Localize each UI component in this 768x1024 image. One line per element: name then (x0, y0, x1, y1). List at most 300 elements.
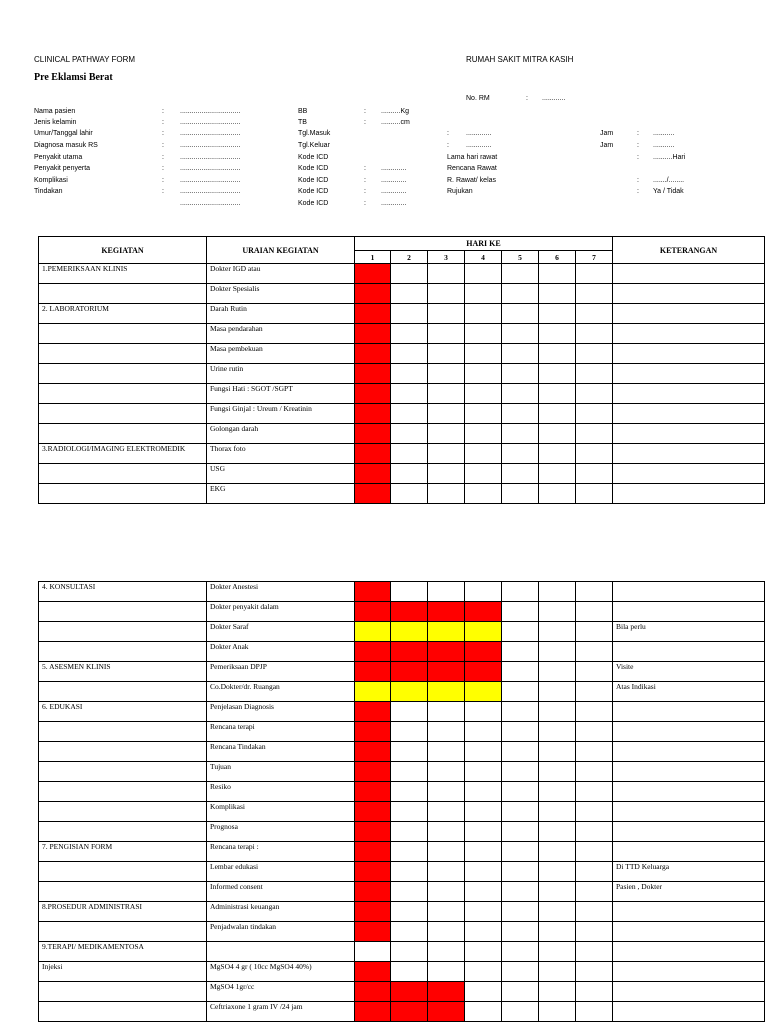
day-4-cell[interactable] (465, 922, 502, 942)
day-6-cell[interactable] (539, 304, 576, 324)
day-5-cell[interactable] (502, 324, 539, 344)
day-3-cell[interactable] (428, 324, 465, 344)
day-1-cell[interactable] (355, 582, 391, 602)
day-7-cell[interactable] (576, 882, 613, 902)
keterangan-cell[interactable] (613, 384, 765, 404)
day-2-cell[interactable] (391, 444, 428, 464)
day-4-cell[interactable] (465, 862, 502, 882)
day-6-cell[interactable] (539, 702, 576, 722)
day-6-cell[interactable] (539, 264, 576, 284)
day-2-cell[interactable] (391, 742, 428, 762)
day-1-cell[interactable] (355, 622, 391, 642)
day-2-cell[interactable] (391, 642, 428, 662)
day-3-cell[interactable] (428, 602, 465, 622)
day-5-cell[interactable] (502, 742, 539, 762)
uraian-cell: Fungsi Hati : SGOT /SGPT (207, 384, 355, 404)
day-7-cell[interactable] (576, 662, 613, 682)
patient-col2-colon: : (364, 188, 366, 195)
day-4-cell[interactable] (465, 424, 502, 444)
day-1-cell[interactable] (355, 464, 391, 484)
day-6-cell[interactable] (539, 982, 576, 1002)
day-5-cell[interactable] (502, 842, 539, 862)
day-5-cell[interactable] (502, 424, 539, 444)
day-3-cell[interactable] (428, 582, 465, 602)
day-3-cell[interactable] (428, 404, 465, 424)
day-4-cell[interactable] (465, 982, 502, 1002)
day-5-cell[interactable] (502, 364, 539, 384)
keterangan-cell[interactable] (613, 324, 765, 344)
day-7-cell[interactable] (576, 822, 613, 842)
day-1-cell[interactable] (355, 842, 391, 862)
patient-col4-value[interactable]: ........... (653, 130, 675, 137)
day-4-cell[interactable] (465, 364, 502, 384)
day-3-cell[interactable] (428, 622, 465, 642)
day-1-cell[interactable] (355, 742, 391, 762)
patient-col2-value[interactable]: ............. (381, 177, 407, 184)
day-2-cell[interactable] (391, 284, 428, 304)
day-5-cell[interactable] (502, 264, 539, 284)
day-7-cell[interactable] (576, 722, 613, 742)
day-6-cell[interactable] (539, 842, 576, 862)
day-5-cell[interactable] (502, 444, 539, 464)
keterangan-cell[interactable] (613, 464, 765, 484)
day-6-cell[interactable] (539, 582, 576, 602)
day-4-cell[interactable] (465, 324, 502, 344)
day-3-cell[interactable] (428, 642, 465, 662)
day-3-cell[interactable] (428, 802, 465, 822)
keterangan-cell[interactable]: Pasien , Dokter (613, 882, 765, 902)
day-5-cell[interactable] (502, 642, 539, 662)
day-7-cell[interactable] (576, 862, 613, 882)
patient-col2-value[interactable]: ..........cm (381, 119, 410, 126)
day-5-cell[interactable] (502, 902, 539, 922)
patient-col1-value[interactable]: ............................... (180, 108, 241, 115)
day-2-cell[interactable] (391, 1002, 428, 1022)
day-3-cell[interactable] (428, 702, 465, 722)
day-4-cell[interactable] (465, 962, 502, 982)
day-1-cell[interactable] (355, 284, 391, 304)
day-7-cell[interactable] (576, 602, 613, 622)
day-6-cell[interactable] (539, 622, 576, 642)
day-5-cell[interactable] (502, 682, 539, 702)
day-6-cell[interactable] (539, 822, 576, 842)
day-4-cell[interactable] (465, 602, 502, 622)
day-1-cell[interactable] (355, 1002, 391, 1022)
keterangan-cell[interactable] (613, 802, 765, 822)
day-4-cell[interactable] (465, 642, 502, 662)
day-2-cell[interactable] (391, 922, 428, 942)
day-7-cell[interactable] (576, 484, 613, 504)
day-2-cell[interactable] (391, 582, 428, 602)
day-4-cell[interactable] (465, 682, 502, 702)
day-5-cell[interactable] (502, 942, 539, 962)
keterangan-cell[interactable] (613, 822, 765, 842)
day-7-cell[interactable] (576, 622, 613, 642)
patient-col3-value[interactable]: ............. (466, 130, 492, 137)
day-5-cell[interactable] (502, 802, 539, 822)
day-6-cell[interactable] (539, 424, 576, 444)
patient-col1-value[interactable]: ............................... (180, 165, 241, 172)
patient-col1-label: Komplikasi (34, 177, 68, 184)
day-1-cell[interactable] (355, 942, 391, 962)
day-6-cell[interactable] (539, 922, 576, 942)
day-4-cell[interactable] (465, 344, 502, 364)
day-5-cell[interactable] (502, 922, 539, 942)
day-7-cell[interactable] (576, 264, 613, 284)
day-1-cell[interactable] (355, 264, 391, 284)
day-1-cell[interactable] (355, 782, 391, 802)
keterangan-cell[interactable] (613, 424, 765, 444)
day-7-cell[interactable] (576, 364, 613, 384)
day-2-cell[interactable] (391, 962, 428, 982)
keterangan-cell[interactable] (613, 762, 765, 782)
day-5-cell[interactable] (502, 822, 539, 842)
table-row (39, 264, 765, 284)
day-1-cell[interactable] (355, 762, 391, 782)
day-4-cell[interactable] (465, 842, 502, 862)
day-6-cell[interactable] (539, 602, 576, 622)
day-6-cell[interactable] (539, 762, 576, 782)
patient-col4-value[interactable]: ........... (653, 142, 675, 149)
day-2-cell[interactable] (391, 364, 428, 384)
day-6-cell[interactable] (539, 862, 576, 882)
day-3-cell[interactable] (428, 842, 465, 862)
day-6-cell[interactable] (539, 782, 576, 802)
day-7-cell[interactable] (576, 384, 613, 404)
patient-col1-value[interactable]: ............................... (180, 119, 241, 126)
day-7-cell[interactable] (576, 424, 613, 444)
day-3-cell[interactable] (428, 982, 465, 1002)
day-6-cell[interactable] (539, 942, 576, 962)
keterangan-cell[interactable] (613, 842, 765, 862)
keterangan-cell[interactable] (613, 404, 765, 424)
keterangan-cell[interactable] (613, 602, 765, 622)
day-2-cell[interactable] (391, 722, 428, 742)
day-5-cell[interactable] (502, 862, 539, 882)
patient-col4-value[interactable]: ......./........ (653, 177, 685, 184)
day-2-cell[interactable] (391, 304, 428, 324)
patient-col4-value[interactable]: Ya / Tidak (653, 188, 684, 195)
day-4-cell[interactable] (465, 662, 502, 682)
keterangan-cell[interactable] (613, 444, 765, 464)
keterangan-cell[interactable] (613, 962, 765, 982)
keterangan-cell[interactable]: Di TTD Keluarga (613, 862, 765, 882)
day-4-cell[interactable] (465, 622, 502, 642)
day-5-cell[interactable] (502, 484, 539, 504)
day-2-cell[interactable] (391, 622, 428, 642)
day-2-cell[interactable] (391, 404, 428, 424)
day-6-cell[interactable] (539, 1002, 576, 1022)
day-3-cell[interactable] (428, 922, 465, 942)
patient-col1-value[interactable]: ............................... (180, 188, 241, 195)
day-7-cell[interactable] (576, 702, 613, 722)
day-4-cell[interactable] (465, 1002, 502, 1022)
keterangan-cell[interactable]: Visite (613, 662, 765, 682)
day-5-cell[interactable] (502, 782, 539, 802)
day-7-cell[interactable] (576, 802, 613, 822)
day-4-cell[interactable] (465, 702, 502, 722)
day-2-cell[interactable] (391, 702, 428, 722)
day-4-cell[interactable] (465, 404, 502, 424)
day-4-cell[interactable] (465, 802, 502, 822)
day-1-cell[interactable] (355, 484, 391, 504)
day-6-cell[interactable] (539, 444, 576, 464)
day-4-cell[interactable] (465, 484, 502, 504)
day-1-cell[interactable] (355, 882, 391, 902)
day-1-cell[interactable] (355, 444, 391, 464)
keterangan-cell[interactable] (613, 1002, 765, 1022)
day-3-cell[interactable] (428, 762, 465, 782)
day-3-cell[interactable] (428, 1002, 465, 1022)
day-2-cell[interactable] (391, 762, 428, 782)
day-3-cell[interactable] (428, 782, 465, 802)
keterangan-cell[interactable] (613, 922, 765, 942)
day-4-cell[interactable] (465, 902, 502, 922)
day-3-cell[interactable] (428, 722, 465, 742)
day-7-cell[interactable] (576, 284, 613, 304)
day-2-cell[interactable] (391, 902, 428, 922)
day-1-cell[interactable] (355, 702, 391, 722)
keterangan-cell[interactable] (613, 942, 765, 962)
day-3-cell[interactable] (428, 484, 465, 504)
day-7-cell[interactable] (576, 922, 613, 942)
patient-col1-value[interactable]: ............................... (180, 200, 241, 207)
day-2-cell[interactable] (391, 424, 428, 444)
day-2-cell[interactable] (391, 842, 428, 862)
day-7-cell[interactable] (576, 344, 613, 364)
day-4-cell[interactable] (465, 882, 502, 902)
day-1-cell[interactable] (355, 822, 391, 842)
patient-col1-value[interactable]: ............................... (180, 154, 241, 161)
day-5-cell[interactable] (502, 304, 539, 324)
day-7-cell[interactable] (576, 404, 613, 424)
keterangan-cell[interactable] (613, 642, 765, 662)
keterangan-cell[interactable] (613, 284, 765, 304)
day-4-cell[interactable] (465, 722, 502, 742)
day-1-cell[interactable] (355, 324, 391, 344)
day-5-cell[interactable] (502, 622, 539, 642)
day-3-cell[interactable] (428, 682, 465, 702)
day-5-cell[interactable] (502, 702, 539, 722)
day-1-cell[interactable] (355, 642, 391, 662)
day-5-cell[interactable] (502, 982, 539, 1002)
keterangan-cell[interactable] (613, 344, 765, 364)
day-3-cell[interactable] (428, 662, 465, 682)
day-7-cell[interactable] (576, 682, 613, 702)
keterangan-cell[interactable] (613, 722, 765, 742)
day-5-cell[interactable] (502, 404, 539, 424)
day-1-cell[interactable] (355, 802, 391, 822)
day-3-cell[interactable] (428, 822, 465, 842)
patient-col1-value[interactable]: ............................... (180, 130, 241, 137)
day-3-cell[interactable] (428, 464, 465, 484)
day-5-cell[interactable] (502, 662, 539, 682)
keterangan-cell[interactable] (613, 782, 765, 802)
patient-col2-value[interactable]: ..........Kg (381, 108, 410, 115)
day-6-cell[interactable] (539, 882, 576, 902)
day-7-cell[interactable] (576, 582, 613, 602)
day-4-cell[interactable] (465, 582, 502, 602)
day-6-cell[interactable] (539, 722, 576, 742)
day-6-cell[interactable] (539, 404, 576, 424)
no-rm-value: ............ (542, 95, 566, 102)
day-6-cell[interactable] (539, 742, 576, 762)
day-2-cell[interactable] (391, 264, 428, 284)
day-7-cell[interactable] (576, 304, 613, 324)
day-2-cell[interactable] (391, 982, 428, 1002)
patient-col2-value[interactable]: ............. (381, 200, 407, 207)
day-1-cell[interactable] (355, 682, 391, 702)
day-5-cell[interactable] (502, 722, 539, 742)
keterangan-cell[interactable] (613, 582, 765, 602)
day-2-cell[interactable] (391, 802, 428, 822)
day-2-cell[interactable] (391, 862, 428, 882)
day-6-cell[interactable] (539, 682, 576, 702)
day-2-cell[interactable] (391, 344, 428, 364)
day-6-cell[interactable] (539, 484, 576, 504)
keterangan-cell[interactable]: Atas Indikasi (613, 682, 765, 702)
day-1-cell[interactable] (355, 424, 391, 444)
day-5-cell[interactable] (502, 882, 539, 902)
day-6-cell[interactable] (539, 284, 576, 304)
day-3-cell[interactable] (428, 344, 465, 364)
day-3-cell[interactable] (428, 882, 465, 902)
day-7-cell[interactable] (576, 742, 613, 762)
patient-col2-value[interactable]: ............. (381, 165, 407, 172)
day-6-cell[interactable] (539, 464, 576, 484)
day-5-cell[interactable] (502, 384, 539, 404)
day-3-cell[interactable] (428, 264, 465, 284)
day-1-cell[interactable] (355, 602, 391, 622)
day-6-cell[interactable] (539, 344, 576, 364)
patient-col4-colon: : (637, 188, 639, 195)
day-3-cell[interactable] (428, 424, 465, 444)
day-4-cell[interactable] (465, 942, 502, 962)
day-7-cell[interactable] (576, 902, 613, 922)
day-5-cell[interactable] (502, 602, 539, 622)
day-6-cell[interactable] (539, 642, 576, 662)
keterangan-cell[interactable] (613, 902, 765, 922)
keterangan-cell[interactable] (613, 982, 765, 1002)
day-1-cell[interactable] (355, 662, 391, 682)
day-5-cell[interactable] (502, 962, 539, 982)
keterangan-cell[interactable] (613, 702, 765, 722)
day-4-cell[interactable] (465, 284, 502, 304)
day-7-cell[interactable] (576, 642, 613, 662)
day-4-cell[interactable] (465, 384, 502, 404)
day-2-cell[interactable] (391, 324, 428, 344)
day-5-cell[interactable] (502, 344, 539, 364)
day-6-cell[interactable] (539, 662, 576, 682)
keterangan-cell[interactable] (613, 304, 765, 324)
day-4-cell[interactable] (465, 464, 502, 484)
patient-col4-value[interactable]: ..........Hari (653, 154, 686, 161)
day-6-cell[interactable] (539, 384, 576, 404)
day-1-cell[interactable] (355, 722, 391, 742)
day-7-cell[interactable] (576, 1002, 613, 1022)
day-3-cell[interactable] (428, 384, 465, 404)
day-1-cell[interactable] (355, 922, 391, 942)
day-2-cell[interactable] (391, 822, 428, 842)
patient-col2-value[interactable]: ............. (381, 188, 407, 195)
patient-col3-value[interactable]: ............. (466, 142, 492, 149)
day-7-cell[interactable] (576, 762, 613, 782)
day-3-cell[interactable] (428, 364, 465, 384)
day-4-cell[interactable] (465, 762, 502, 782)
day-2-cell[interactable] (391, 782, 428, 802)
day-7-cell[interactable] (576, 942, 613, 962)
day-1-cell[interactable] (355, 384, 391, 404)
patient-col1-value[interactable]: ............................... (180, 142, 241, 149)
day-4-cell[interactable] (465, 822, 502, 842)
day-1-cell[interactable] (355, 364, 391, 384)
day-2-cell[interactable] (391, 602, 428, 622)
day-2-cell[interactable] (391, 682, 428, 702)
day-7-cell[interactable] (576, 962, 613, 982)
day-1-cell[interactable] (355, 902, 391, 922)
day-2-cell[interactable] (391, 464, 428, 484)
day-1-cell[interactable] (355, 962, 391, 982)
day-6-cell[interactable] (539, 364, 576, 384)
day-6-cell[interactable] (539, 324, 576, 344)
day-3-cell[interactable] (428, 902, 465, 922)
day-4-cell[interactable] (465, 742, 502, 762)
day-4-cell[interactable] (465, 304, 502, 324)
day-2-cell[interactable] (391, 942, 428, 962)
day-7-cell[interactable] (576, 444, 613, 464)
day-5-cell[interactable] (502, 582, 539, 602)
keterangan-cell[interactable] (613, 264, 765, 284)
day-2-cell[interactable] (391, 662, 428, 682)
day-2-cell[interactable] (391, 484, 428, 504)
day-3-cell[interactable] (428, 284, 465, 304)
day-1-cell[interactable] (355, 344, 391, 364)
day-7-cell[interactable] (576, 324, 613, 344)
day-3-cell[interactable] (428, 742, 465, 762)
day-6-cell[interactable] (539, 902, 576, 922)
keterangan-cell[interactable]: Bila perlu (613, 622, 765, 642)
day-7-cell[interactable] (576, 464, 613, 484)
day-3-cell[interactable] (428, 962, 465, 982)
day-7-cell[interactable] (576, 842, 613, 862)
day-3-cell[interactable] (428, 942, 465, 962)
day-3-cell[interactable] (428, 444, 465, 464)
day-5-cell[interactable] (502, 464, 539, 484)
day-5-cell[interactable] (502, 284, 539, 304)
day-3-cell[interactable] (428, 862, 465, 882)
day-1-cell[interactable] (355, 982, 391, 1002)
day-6-cell[interactable] (539, 802, 576, 822)
patient-col1-value[interactable]: ............................... (180, 177, 241, 184)
day-6-cell[interactable] (539, 962, 576, 982)
day-4-cell[interactable] (465, 264, 502, 284)
day-2-cell[interactable] (391, 384, 428, 404)
day-1-cell[interactable] (355, 862, 391, 882)
day-4-cell[interactable] (465, 444, 502, 464)
day-3-cell[interactable] (428, 304, 465, 324)
day-5-cell[interactable] (502, 1002, 539, 1022)
day-7-cell[interactable] (576, 982, 613, 1002)
day-2-cell[interactable] (391, 882, 428, 902)
keterangan-cell[interactable] (613, 364, 765, 384)
day-1-cell[interactable] (355, 404, 391, 424)
keterangan-cell[interactable] (613, 484, 765, 504)
day-7-cell[interactable] (576, 782, 613, 802)
day-1-cell[interactable] (355, 304, 391, 324)
day-5-cell[interactable] (502, 762, 539, 782)
keterangan-cell[interactable] (613, 742, 765, 762)
day-4-cell[interactable] (465, 782, 502, 802)
